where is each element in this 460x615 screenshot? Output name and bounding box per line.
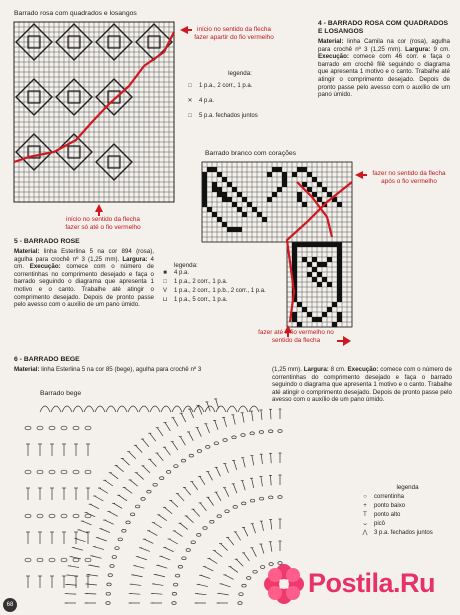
section4 <box>318 20 450 99</box>
legend3-item: ⋀ 3 p.a. fechados juntos <box>360 529 455 538</box>
chart2-arrow-top-label: fazer no sentido da flecha após o fio vermelho <box>372 170 446 185</box>
legend1-title: legenda: <box>228 70 252 77</box>
chart2-arrow-bottom-label: fazer até o fio vermelho no sentido da flecha <box>258 329 334 344</box>
legend3-item: T ponto alto <box>360 511 455 520</box>
section5-body: Material: linha Esterlina 5 na cor 894 (rosa), agulha para crochê nº 3 (1,25 mm). Largura: 4 cm. Execução: comece com o número de correntinhas no comprimento desejado e faça o barrado seguindo o diagrama que apresenta 1 motivo e o canto. Trabalhe até atingir o comprimento desejado. Depois de pronto passe pelo avesso com o auxílio de um pano úmido. <box>14 248 154 309</box>
chart1-arrow-bottom-label: início no sentido da flecha fazer só até o fio vermelho <box>65 216 141 231</box>
page-number-badge: 68 <box>3 598 17 612</box>
section6-body: (1,25 mm). Largura: 8 cm. Execução: comece com o número de correntinhas do comprimento desejado e faça o barrado seguindo o diagrama que apresenta 1 motivo e o canto. Trabalhe até atingir o comprimento desejado. Depois de pronto passe pelo avesso com o auxílio de um pano úmido. <box>272 366 452 404</box>
legend3-item: + ponto baixo <box>360 502 455 511</box>
arrow-up-icon <box>95 204 103 216</box>
legend3-title: legenda <box>396 484 419 491</box>
section5-heading: 5 - BARRADO ROSE <box>14 238 80 245</box>
empty-square-icon: □ <box>188 83 192 89</box>
section4-heading: 4 - BARRADO ROSA COM QUADRADOS E LOSANGOS <box>318 20 449 35</box>
v-stitch-icon: V <box>162 288 167 294</box>
filled-square-icon: ■ <box>163 270 167 276</box>
legend2 <box>160 262 270 305</box>
legend1-item: □ 5 p.a. fechados juntos <box>185 112 295 121</box>
empty-square-icon: □ <box>163 279 167 285</box>
section6-left <box>14 356 259 374</box>
double-crochet-icon: T <box>363 512 367 518</box>
watermark-text: Postila.Ru <box>308 568 436 598</box>
legend2-title: legenda: <box>174 262 198 269</box>
watermark-logo <box>262 558 452 610</box>
legend3-item: ᴗ picô <box>360 520 455 529</box>
chart3-title: Barrado bege <box>40 390 82 397</box>
single-crochet-icon: + <box>363 503 367 509</box>
section4-body: Material: linha Camila na cor (rosa), agulha para crochê nº 3 (1,25 mm). Largura: 9 cm. Execução: comece com 46 corr. e faça o barrado em crochê filê seguindo o diagrama que apresenta 1 motivo e o canto. Trabalhe até atingir o comprimento desejado. Depois de pronto passe pelo avesso com o auxílio de um pano úmido. <box>318 38 450 99</box>
arrow-left-icon <box>180 26 192 34</box>
legend2-item: ⊔ 1 p.a., 5 corr., 1 p.a. <box>160 296 270 305</box>
legend2-item: V 1 p.a., 2 corr., 1 p.b., 2 corr., 1 p.a. <box>160 287 270 296</box>
chain-stitch-icon: ○ <box>363 494 367 500</box>
flower-icon <box>262 562 306 606</box>
section6-material: Material: linha Esterlina 5 na cor 85 (bege), agulha para crochê nº 3 <box>14 366 202 373</box>
empty-square-icon: □ <box>188 113 192 119</box>
chart1-title: Barrado rosa com quadrados e losangos <box>14 10 137 17</box>
legend2-item: ■ 4 p.a. <box>160 269 270 278</box>
section6-heading: 6 - BARRADO BEGE <box>14 356 80 363</box>
legend3 <box>360 484 455 538</box>
legend2-item: □ 1 p.a., 2 corr., 1 p.a. <box>160 278 270 287</box>
picot-icon: ᴗ <box>363 521 367 527</box>
chart1-grid <box>14 22 174 202</box>
chart1-arrow-top-label: início no sentido da flecha fazer apartir do fio vermelho <box>194 26 274 41</box>
legend1-item: ✕ 4 p.a. <box>185 97 295 106</box>
legend3-item: ○ correntinha <box>360 493 455 502</box>
cluster-stitch-icon: ⋀ <box>362 530 368 536</box>
legend1 <box>185 70 295 121</box>
chart2-title: Barrado branco com corações <box>205 150 297 157</box>
section5 <box>14 238 154 309</box>
bar-stitch-icon: ⊔ <box>162 297 168 303</box>
arrow-right-icon <box>337 336 351 346</box>
cross-icon: ✕ <box>187 98 193 104</box>
legend1-item: □ 1 p.a., 2 corr., 1 p.a. <box>185 82 295 91</box>
